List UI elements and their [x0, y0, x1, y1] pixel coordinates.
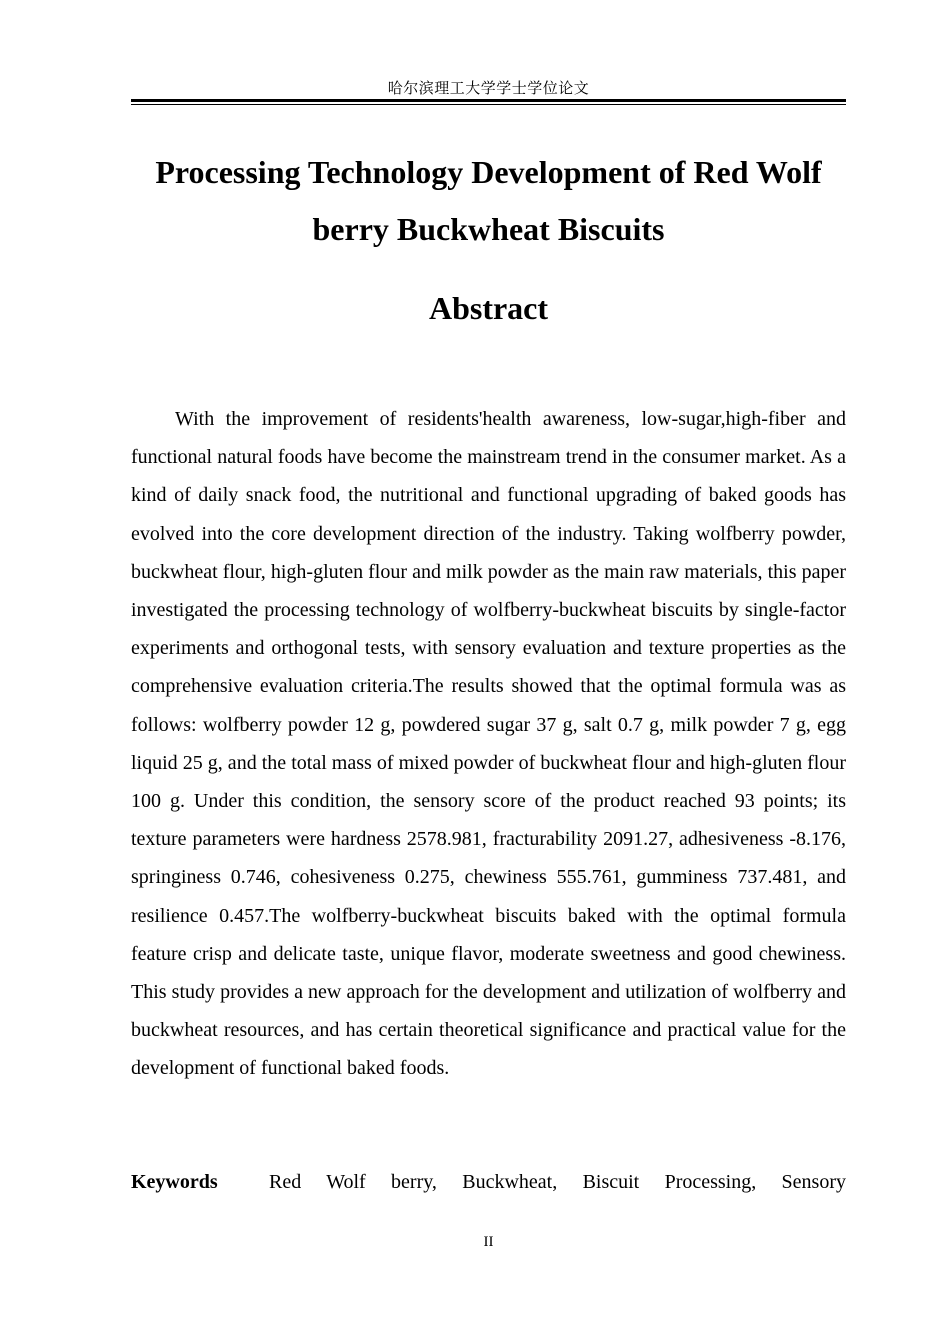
keywords-line: [131, 1163, 846, 1201]
page-number: II: [483, 1234, 494, 1250]
header-rule-thin: [131, 104, 846, 105]
keywords-label: Keywords: [131, 1171, 218, 1193]
paper-title: Processing Technology Development of Red Wolf berry Buckwheat Biscuits: [155, 154, 822, 247]
running-header: 哈尔滨理工大学学士学位论文: [387, 79, 590, 97]
abstract-body: With the improvement of residents'health awareness, low-sugar,high-fiber and functional natural foods have become the mainstream trend in the consumer market. As a kind of daily snack food, the nutritional and functional upgrading of baked goods has evolved into the core development direction of the industry. Taking wolfberry powder, buckwheat flour, high-gluten flour and milk powder as the main raw materials, this paper investigated the processing technology of wolfberry-buckwheat biscuits by single-factor experiments and orthogonal tests, with sensory evaluation and texture properties as the comprehensive evaluation criteria.The results showed that the optimal formula was as follows: wolfberry powder 12 g, powdered sugar 37 g, salt 0.7 g, milk powder 7 g, egg liquid 25 g, and the total mass of mixed powder of buckwheat flour and high-gluten flour 100 g. Under this condition, the sensory score of the product reached 93 points; its texture parameters were hardness 2578.981, fracturability 2091.27, adhesiveness -8.176, springiness 0.746, cohesiveness 0.275, chewiness 555.761, gumminess 737.481, and resilience 0.457.The wolfberry-buckwheat biscuits baked with the optimal formula feature crisp and delicate taste, unique flavor, moderate sweetness and good chewiness. This study provides a new approach for the development and utilization of wolfberry and buckwheat resources, and has certain theoretical significance and practical value for the development of functional baked foods.: [131, 408, 846, 1080]
abstract-heading: Abstract: [428, 290, 549, 326]
keywords-text: Red Wolf berry, Buckwheat, Biscuit Processing, Sensory: [269, 1171, 847, 1193]
header-rule-thick: [131, 99, 846, 102]
